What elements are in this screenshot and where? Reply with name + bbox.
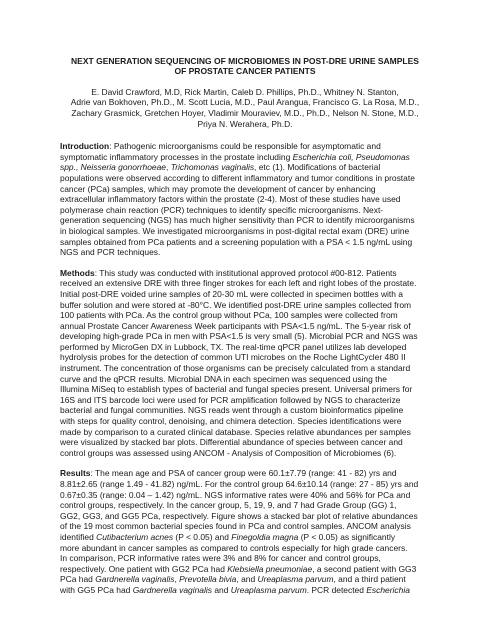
text-run: cancer (PCa) samples, which may promote the development of cancer by enhancing bbox=[60, 183, 376, 194]
text-run: buffer solution and were stored at -80°C. We identified post-DRE urine samples collected from bbox=[60, 299, 412, 310]
text-run: , etc (1). Modifications of bacterial bbox=[254, 162, 381, 173]
methods-heading: Methods bbox=[60, 267, 95, 278]
text-run: , a second patient with GG3 bbox=[312, 563, 417, 574]
text-run: NGS and PCR techniques. bbox=[60, 247, 161, 258]
text-run: , bbox=[166, 162, 171, 173]
text-run: curve and the qPCR results. Microbial DNA in each specimen was sequenced using the bbox=[60, 373, 387, 384]
text-run: respectively. One patient with GG2 PCa had bbox=[60, 563, 228, 574]
methods-line bbox=[60, 374, 430, 385]
text-run: Illumina MiSeq to establish types of bacterial and fungal species present. Universal primers for bbox=[60, 384, 413, 395]
title-line: NEXT GENERATION SEQUENCING OF MICROBIOMES IN POST-DRE URINE SAMPLES bbox=[71, 56, 419, 66]
species-name: Prevotella bivia bbox=[179, 574, 237, 585]
methods-line bbox=[60, 300, 430, 311]
results-line bbox=[60, 521, 430, 532]
species-name: Escherichia coli, Pseudomonas bbox=[292, 151, 410, 162]
introduction-line bbox=[60, 152, 430, 163]
methods-line bbox=[60, 321, 430, 332]
text-run: . PCR detected bbox=[306, 584, 367, 595]
species-name: Cutibacterium acnes bbox=[96, 531, 174, 542]
methods-line bbox=[60, 405, 430, 416]
text-run: of the 19 most common bacterial species found in PCa and control samples. ANCOM analysis bbox=[60, 521, 411, 532]
introduction-line bbox=[60, 237, 430, 248]
text-run: in biological samples. We investigated microorganisms in post-digital rectal exam (DRE) urine bbox=[60, 225, 410, 236]
text-run: annual Prostate Cancer Awareness Week participants with PSA<1.5 ng/mL. The 5-year risk of bbox=[60, 320, 411, 331]
text-run: identified bbox=[60, 531, 97, 542]
text-run: : This study was conducted with institutional approved protocol #00-812. Patients bbox=[94, 267, 397, 278]
text-run: generation sequencing (NGS) has much higher sensitivity than PCR to identify microorganisms bbox=[60, 215, 415, 226]
results-line bbox=[60, 574, 430, 585]
text-run: control groups was assessed using ANCOM - Analysis of Composition of Microbiomes (6). bbox=[60, 447, 397, 458]
author-line: Adrie van Bokhoven, Ph.D., M. Scott Lucia, M.D., Paul Arangua, Francisco G. La Rosa, M.D., bbox=[70, 97, 420, 108]
text-run: developing high-grade PCa in men with PSA<1.5 is very small (5). Microbial PCR and NGS was bbox=[60, 331, 418, 342]
results-line bbox=[60, 490, 430, 501]
results-heading: Results bbox=[60, 468, 91, 479]
results-section bbox=[60, 468, 430, 595]
results-line bbox=[60, 500, 430, 511]
methods-line bbox=[60, 289, 430, 300]
text-run: populations were observed according to different inflammatory and tumor conditions in prostate bbox=[60, 172, 415, 183]
text-run: and bbox=[211, 584, 231, 595]
introduction-line bbox=[60, 247, 430, 258]
introduction-line bbox=[60, 194, 430, 205]
results-line bbox=[60, 532, 430, 543]
species-name: Gardnerella vaginalis bbox=[95, 574, 175, 585]
text-run: , and bbox=[236, 574, 258, 585]
text-run: 100 patients with PCa. As the control group without PCa, 100 samples were collected from bbox=[60, 310, 398, 321]
results-line bbox=[60, 585, 430, 596]
results-line bbox=[60, 479, 430, 490]
methods-line bbox=[60, 427, 430, 438]
text-run: symptomatic inflammatory processes in the prostate including bbox=[60, 151, 293, 162]
introduction-heading: Introduction bbox=[60, 141, 110, 152]
results-line bbox=[60, 468, 430, 479]
methods-line bbox=[60, 384, 430, 395]
paper-title bbox=[60, 56, 430, 77]
text-run: : Pathogenic microorganisms could be responsible for asymptomatic and bbox=[109, 141, 381, 152]
methods-line bbox=[60, 342, 430, 353]
text-run: made by comparison to a curated clinical database. Species relative abundances per samples bbox=[60, 426, 411, 437]
methods-line bbox=[60, 448, 430, 459]
introduction-line bbox=[60, 184, 430, 195]
text-run: GG2, GG3, and GG5 PCa, respectively. Figure shows a stacked bar plot of relative abundances bbox=[60, 510, 418, 521]
text-run: bacterial and fungal communities. NGS reads went through a custom bioinformatics pipeline bbox=[60, 405, 404, 416]
text-run: with GG5 PCa had bbox=[60, 584, 133, 595]
text-run: (P < 0.05) as significantly bbox=[298, 531, 396, 542]
results-line bbox=[60, 511, 430, 522]
introduction-section bbox=[60, 141, 430, 258]
results-line bbox=[60, 553, 430, 564]
text-run: control groups, respectively. In the cancer group, 5, 19, 9, and 7 had Grade Group (GG) 1, bbox=[60, 500, 397, 511]
text-run: hydrolysis probes for the detection of common UTI microbes on the Roche LightCycler 480 II bbox=[60, 352, 406, 363]
methods-line bbox=[60, 416, 430, 427]
text-run: 16S and ITS barcode loci were used for PCR amplification followed by NGS to characterize bbox=[60, 394, 401, 405]
text-run: samples obtained from PCa patients and a screening population with a PSA < 1.5 ng/mL using bbox=[60, 236, 413, 247]
methods-line bbox=[60, 363, 430, 374]
text-run: PCa had bbox=[60, 574, 96, 585]
text-run: : The mean age and PSA of cancer group were 60.1±7.79 (range: 41 - 82) yrs and bbox=[90, 468, 397, 479]
text-run: 0.67±0.35 (range: 0.04 – 1.42) ng/mL. NGS informative rates were 40% and 56% for PCa and bbox=[60, 489, 411, 500]
species-name: Gardnerella vaginalis bbox=[132, 584, 212, 595]
species-name: Ureaplasma parvum bbox=[230, 584, 307, 595]
author-list bbox=[60, 87, 430, 129]
species-name: spp., Neisseria gonorrhoeae bbox=[60, 162, 167, 173]
text-run: with steps for quality control, denoising, and chimera detection. Species identifications were bbox=[60, 416, 402, 427]
species-name: Trichomonas vaginalis bbox=[170, 162, 255, 173]
results-line bbox=[60, 564, 430, 575]
introduction-line bbox=[60, 205, 430, 216]
introduction-line bbox=[60, 215, 430, 226]
title-line: OF PROSTATE CANCER PATIENTS bbox=[174, 66, 316, 77]
text-run: , bbox=[174, 574, 180, 585]
species-name: Escherichia bbox=[366, 584, 410, 595]
introduction-line bbox=[60, 162, 430, 173]
introduction-line bbox=[60, 226, 430, 237]
text-run: performed by MicroGen DX in Lubbock, TX. The real-time qPCR panel utilizes lab developed bbox=[60, 341, 407, 352]
species-name: Ureaplasma parvum bbox=[257, 574, 334, 585]
text-run: (P < 0.05) and bbox=[173, 531, 232, 542]
introduction-line bbox=[60, 141, 430, 152]
methods-line bbox=[60, 310, 430, 321]
methods-line bbox=[60, 395, 430, 406]
methods-line bbox=[60, 352, 430, 363]
text-run: extracellular inflammatory factors within the prostate (2-4). Most of these studies have used bbox=[60, 194, 401, 205]
species-name: Finegoldia magna bbox=[231, 531, 299, 542]
methods-line bbox=[60, 331, 430, 342]
text-run: Initial post-DRE voided urine samples of 20-30 mL were collected in specimen bottles with a bbox=[60, 288, 403, 299]
methods-line bbox=[60, 437, 430, 448]
text-run: instrument. The concentration of those organisms can be precisely calculated from a standard bbox=[60, 363, 411, 374]
methods-section bbox=[60, 268, 430, 459]
text-run: were visualized by stacked bar plots. Differential abundance of species between cancer and bbox=[60, 437, 403, 448]
results-line bbox=[60, 543, 430, 554]
author-line: Zachary Grasmick, Gretchen Hoyer, Vladimir Mouraviev, M.D., Ph.D., Nelson N. Stone, M.D., bbox=[71, 108, 419, 118]
text-run: In comparison, PCR informative rates were 3% and 8% for cancer and control groups, bbox=[60, 553, 381, 564]
text-run: received an extensive DRE with three finger strokes for each left and right lobes of the prostate. bbox=[60, 278, 417, 289]
species-name: Klebsiella pneumoniae bbox=[227, 563, 313, 574]
author-line: E. David Crawford, M.D, Rick Martin, Caleb D. Phillips, Ph.D., Whitney N. Stanton, bbox=[91, 86, 399, 97]
methods-line bbox=[60, 278, 430, 289]
methods-line bbox=[60, 268, 430, 279]
text-run: more abundant in cancer samples as compared to controls especially for high grade cancers. bbox=[60, 542, 408, 553]
text-run: polymerase chain reaction (PCR) techniques to identify specific microorganisms. Next- bbox=[60, 204, 384, 215]
introduction-line bbox=[60, 173, 430, 184]
author-line: Priya N. Werahera, Ph.D. bbox=[197, 118, 293, 129]
text-run: , and a third patient bbox=[333, 574, 406, 585]
text-run: 8.81±2.65 (range 1.49 - 41.82) ng/mL. For the control group 64.6±10.14 (range: 27 - 85) yrs and bbox=[60, 479, 419, 489]
